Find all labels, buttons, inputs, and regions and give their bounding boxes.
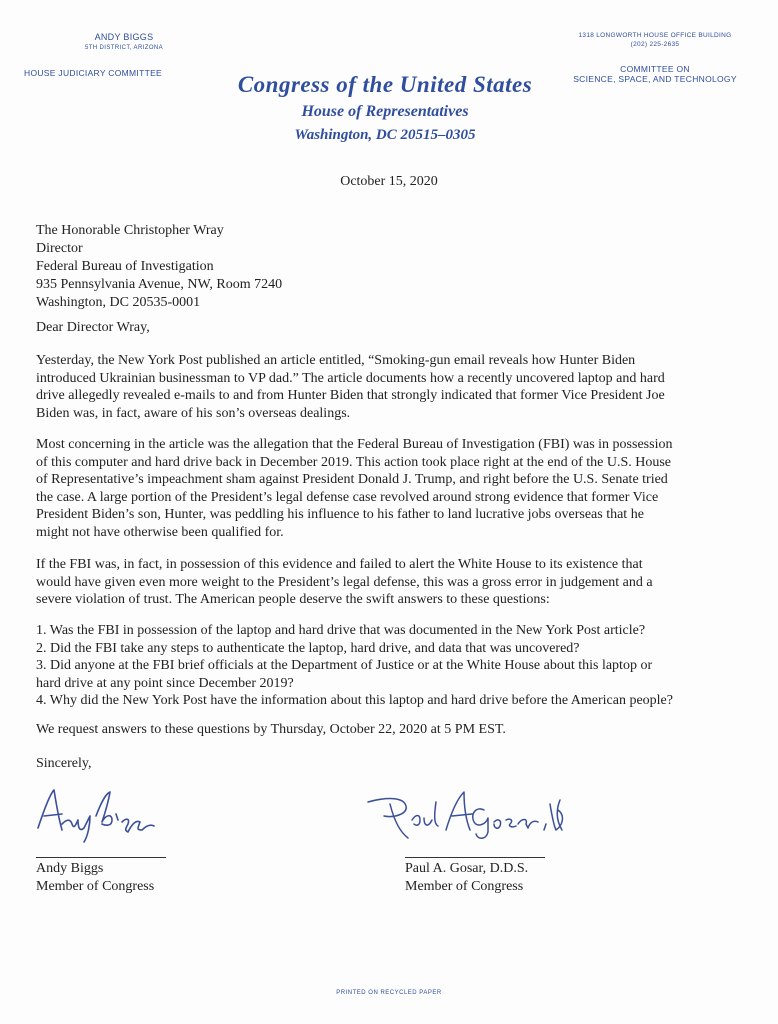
paragraph-line: drive allegedly revealed e-mails to and from Hunter Biden that strongly indicated that former Vice President Joe (36, 388, 665, 403)
recipient-city: Washington, DC 20535-0001 (36, 295, 201, 310)
letterhead-left-committee: HOUSE JUDICIARY COMMITTEE (24, 68, 163, 78)
paragraph-line: severe violation of trust. The American people deserve the swift answers to these questions: (36, 592, 550, 607)
signer-name: Paul A. Gosar, D.D.S. (405, 861, 529, 876)
paragraph-line: Biden was, in fact, aware of his son’s overseas dealings. (36, 405, 351, 421)
signature-paul-gosar (360, 780, 570, 844)
paragraph-2 (36, 436, 736, 541)
recipient-title: Director (36, 241, 83, 256)
letterhead-office-address: 1318 LONGWORTH HOUSE OFFICE BUILDING (578, 32, 732, 39)
signer-block-1 (36, 860, 154, 896)
recipient-org: Federal Bureau of Investigation (36, 259, 214, 274)
letterhead-title: Congress of the United States (237, 72, 533, 97)
letter-date: October 15, 2020 (340, 174, 438, 189)
letterhead-right-committee-line1: COMMITTEE ON (620, 64, 690, 74)
letterhead-district: 5TH DISTRICT, ARIZONA (84, 45, 164, 51)
question-item: 4. Why did the New York Post have the information about this laptop and hard drive before the American people? (36, 693, 673, 708)
paragraph-line: President Biden’s son, Hunter, was peddling his influence to his father to land lucrative jobs overseas that he (36, 507, 644, 522)
paragraph-line: Most concerning in the article was the allegation that the Federal Bureau of Investigation (FBI) was in possession (36, 437, 673, 452)
letterhead-subtitle: House of Representatives (301, 103, 469, 120)
question-item: hard drive at any point since December 2019? (36, 675, 294, 691)
paragraph-line: would have given even more weight to the President’s legal defense, this was a gross error in judgement and a (36, 574, 653, 590)
paragraph-line: might not have otherwise been qualified for. (36, 524, 284, 540)
paragraph-line: introduced Ukrainian businessman to VP dad.” The article documents how a recently uncovered laptop and hard (36, 370, 665, 386)
signer-title: Member of Congress (36, 879, 155, 894)
salutation: Dear Director Wray, (36, 320, 150, 335)
question-item: 1. Was the FBI in possession of the laptop and hard drive that was documented in the New York Post article? (36, 623, 646, 638)
recipient-street: 935 Pennsylvania Avenue, NW, Room 7240 (36, 277, 283, 292)
letterhead-phone: (202) 225-2635 (630, 41, 680, 48)
paragraph-line: of this computer and hard drive back in December 2019. This action took place right at the end of the U.S. House (36, 454, 672, 470)
signer-block-2 (405, 860, 528, 896)
question-item: 2. Did the FBI take any steps to authenticate the laptop, hard drive, and data that was uncovered? (36, 640, 580, 656)
letterhead-city: Washington, DC 20515–0305 (294, 127, 476, 143)
paragraph-line: of Representative’s impeachment sham against President Donald J. Trump, and right before the U.S. Senate tried (36, 472, 668, 487)
response-request: We request answers to these questions by Thursday, October 22, 2020 at 5 PM EST. (36, 722, 506, 737)
question-item: 3. Did anyone at the FBI brief officials at the Department of Justice or at the White House about this laptop or (36, 658, 653, 673)
signature-line-1 (36, 857, 166, 858)
recycled-paper-footer: PRINTED ON RECYCLED PAPER (336, 990, 442, 996)
signature-line-2 (405, 857, 545, 858)
recipient-address (36, 222, 282, 312)
questions-list (36, 622, 673, 710)
closing: Sincerely, (36, 756, 92, 771)
paragraph-3 (36, 556, 736, 609)
signer-title: Member of Congress (405, 879, 524, 894)
signature-andy-biggs (32, 780, 162, 844)
recipient-name: The Honorable Christopher Wray (36, 223, 224, 238)
letterhead-member-name: ANDY BIGGS (94, 32, 154, 42)
paragraph-1 (36, 352, 736, 422)
letterhead-right-committee-line2: SCIENCE, SPACE, AND TECHNOLOGY (573, 74, 737, 84)
signer-name: Andy Biggs (36, 861, 104, 876)
paragraph-line: the case. A large portion of the President’s legal defense case revolved around strong evidence that former Vice (36, 489, 659, 505)
paragraph-line: If the FBI was, in fact, in possession of this evidence and failed to alert the White House to its existence that (36, 557, 643, 572)
paragraph-line: Yesterday, the New York Post published an article entitled, “Smoking-gun email reveals how Hunter Biden (36, 353, 636, 368)
